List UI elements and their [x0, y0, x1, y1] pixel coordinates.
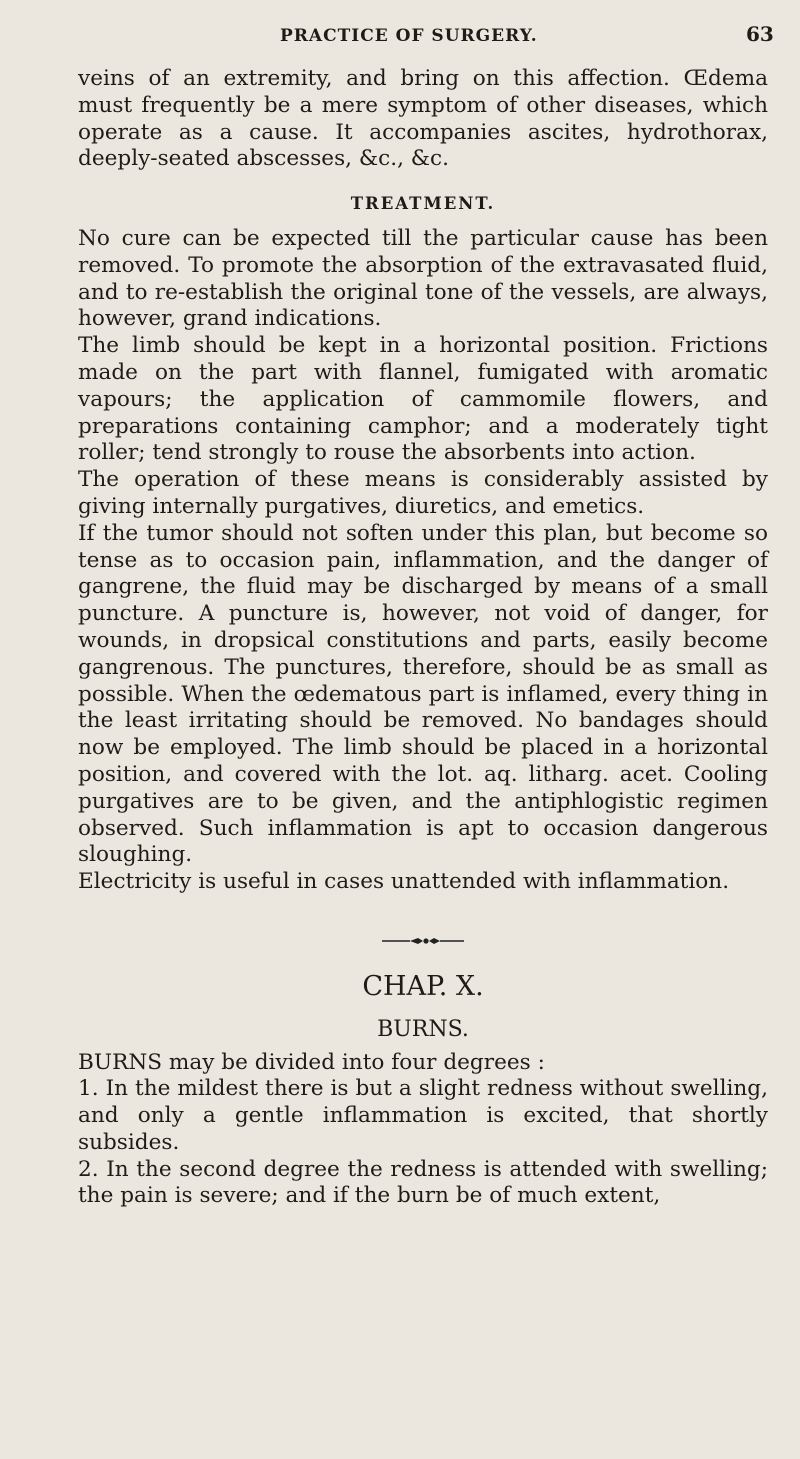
treatment-paragraph-1: No cure can be expected till the particular cause has been removed. To promote the absorption of the extravasated fluid, and to re-establish the original tone of the vessels, are always, however, grand indications. [78, 225, 768, 332]
chapter-heading: CHAP. X. [362, 970, 484, 1002]
body-text [78, 66, 768, 1210]
chapter-title: BURNS. [377, 1016, 469, 1042]
paragraph-continuation: veins of an extremity, and bring on this affection. Œdema must frequently be a mere symptom of other diseases, which operate as a cause. It accompanies ascites, hydrothorax, deeply-seated abscesses, &c., &c. [78, 66, 768, 172]
running-title: PRACTICE OF SURGERY. [280, 26, 538, 46]
treatment-paragraph-4: If the tumor should not soften under this plan, but become so tense as to occasion pain, inflammation, and the danger of gangrene, the fluid may be discharged by means of a small puncture. A puncture is, however, not void of danger, for wounds, in dropsical constitutions and parts, easily become gangrenous. The punctures, therefore, should be as small as possible. When the œdematous part is inflamed, every thing in the least irritating should be removed. No bandages should now be employed. The limb should be placed in a horizontal position, and covered with the lot. aq. litharg. acet. Cooling purgatives are to be given, and the antiphlogistic regimen observed. Such inflammation is apt to occasion dangerous sloughing. [78, 520, 768, 868]
degree-item-1: 1. In the mildest there is but a slight redness without swelling, and only a gentle inflammation is excited, that shortly subsides. [78, 1076, 768, 1155]
page-number: 63 [746, 22, 774, 46]
treatment-heading: TREATMENT. [350, 194, 496, 214]
ornament-divider-icon [380, 936, 466, 946]
treatment-paragraph-2: The limb should be kept in a horizontal position. Frictions made on the part with flannel, fumigated with aromatic vapours; the application of cammomile flowers, and preparations containing camphor; and a moderately tight roller; tend strongly to rouse the absorbents into action. [78, 333, 768, 466]
treatment-paragraph-3: The operation of these means is considerably assisted by giving internally purgatives, diuretics, and emetics. [78, 467, 768, 519]
chapter-intro: BURNS may be divided into four degrees : [78, 1049, 545, 1075]
ornamental-rule [78, 936, 768, 946]
running-head [0, 10, 800, 46]
treatment-paragraph-5: Electricity is useful in cases unattended with inflammation. [78, 869, 730, 895]
degree-item-2: 2. In the second degree the redness is attended with swelling; the pain is severe; and if the burn be of much extent, [78, 1156, 768, 1209]
